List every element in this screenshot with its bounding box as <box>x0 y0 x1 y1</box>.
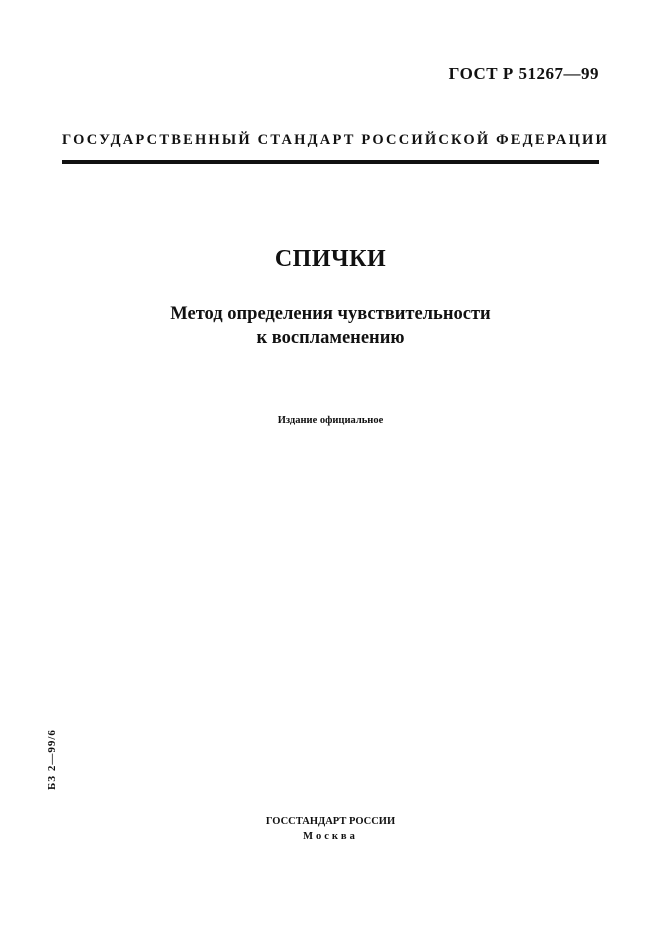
heading-divider <box>62 160 599 164</box>
document-title: СПИЧКИ <box>274 246 387 272</box>
document-number: ГОСТ Р 51267—99 <box>448 64 599 83</box>
subtitle-line-1: Метод определения чувствительности <box>170 304 491 324</box>
side-code: БЗ 2—99/6 <box>46 729 58 790</box>
subtitle-line-2: к воспламенению <box>256 328 405 348</box>
edition-note: Издание официальное <box>277 415 384 426</box>
document-subtitle <box>0 302 661 350</box>
publisher-name: ГОССТАНДАРТ РОССИИ <box>265 816 396 827</box>
publisher-city: Москва <box>303 831 358 842</box>
standard-heading: ГОСУДАРСТВЕННЫЙ СТАНДАРТ РОССИЙСКОЙ ФЕДЕРАЦИИ <box>62 132 610 148</box>
publisher-block <box>0 814 661 844</box>
